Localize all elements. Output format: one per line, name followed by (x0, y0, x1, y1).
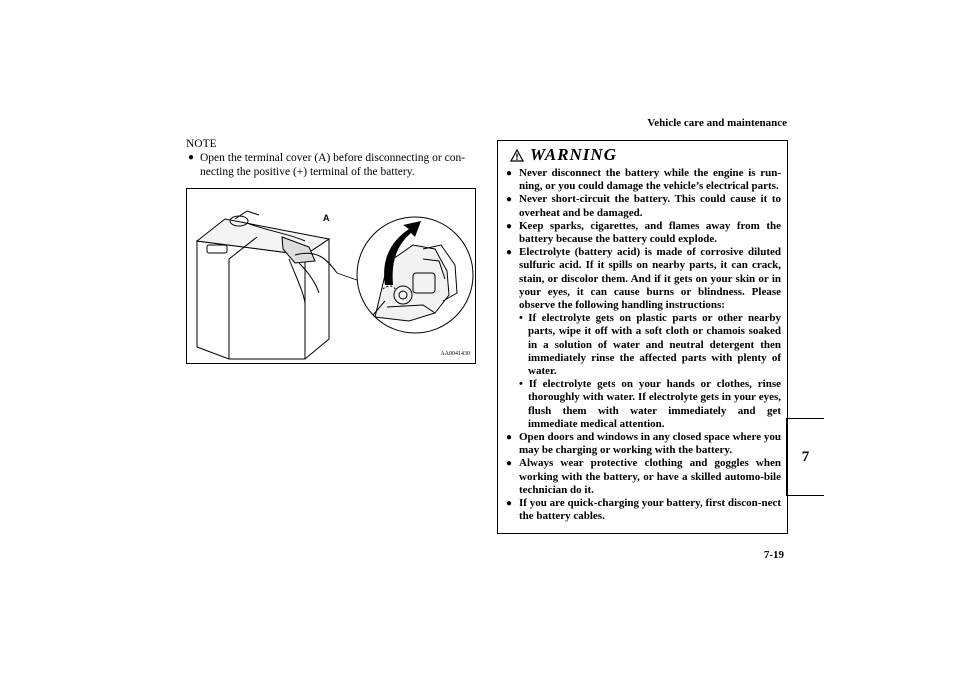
bullet-icon: ● (188, 152, 195, 163)
warning-item (506, 220, 781, 246)
warning-subitem: • If electrolyte gets on your hands or clothes, rinse thoroughly with water. If electrolyte gets in your eyes, flush them with water immediately and get immediate medical attention. (519, 378, 781, 430)
warning-item (506, 457, 781, 497)
warning-text: Open doors and windows in any closed space where you may be charging or working with the battery. (519, 431, 781, 457)
warning-header (510, 144, 781, 166)
battery-drawing (187, 189, 475, 363)
bullet-icon: ● (506, 194, 513, 206)
warning-item (506, 193, 781, 219)
warning-text: If you are quick-charging your battery, first discon-nect the battery cables. (519, 497, 781, 523)
warning-text-group (519, 246, 781, 431)
warning-text: Never disconnect the battery while the engine is run-ning, or you could damage the vehicle’s electrical parts. (519, 167, 781, 193)
bullet-icon: ● (506, 247, 513, 259)
callout-label: A (323, 213, 330, 223)
warning-title: WARNING (530, 145, 617, 165)
warning-text: Never short-circuit the battery. This could cause it to overheat and be damaged. (519, 193, 781, 219)
warning-item (506, 246, 781, 431)
bullet-icon: ● (506, 432, 513, 444)
warning-text: Keep sparks, cigarettes, and flames away from the battery because the battery could explode. (519, 219, 781, 246)
page-number: 7-19 (763, 549, 784, 561)
chapter-tab: 7 (786, 418, 824, 496)
section-header: Vehicle care and maintenance (647, 117, 787, 129)
warning-box (497, 140, 788, 534)
note-block (186, 137, 478, 179)
figure-code: AA0041430 (440, 351, 470, 357)
warning-text: Electrolyte (battery acid) is made of corrosive diluted sulfuric acid. If it spills on nearby parts, it can crack, stain, or discolor them. And if it gets on your skin or in your eyes, it can cause burns or blindness. Please observe the following handling instructions: (519, 246, 781, 312)
note-text: Open the terminal cover (A) before disconnecting or con-necting the positive (+) terminal of the battery. (200, 152, 466, 178)
note-item (186, 151, 478, 179)
battery-illustration (186, 188, 476, 364)
warning-item (506, 167, 781, 193)
warning-item (506, 497, 781, 523)
bullet-icon: ● (506, 498, 513, 510)
bullet-icon: ● (506, 458, 513, 470)
warning-text: Always wear protective clothing and goggles when working with the battery, or have a skilled automo-bile technician do it. (519, 457, 781, 496)
warning-triangle-icon (510, 149, 524, 162)
bullet-icon: ● (506, 168, 513, 179)
warning-subitem: • If electrolyte gets on plastic parts or other nearby parts, wipe it off with a soft cloth or chamois soaked in a solution of water and neutral detergent then immediately rinse the affected parts with plenty of water. (519, 312, 781, 378)
note-label: NOTE (186, 138, 217, 150)
warning-item (506, 431, 781, 457)
bullet-icon: ● (506, 220, 513, 232)
